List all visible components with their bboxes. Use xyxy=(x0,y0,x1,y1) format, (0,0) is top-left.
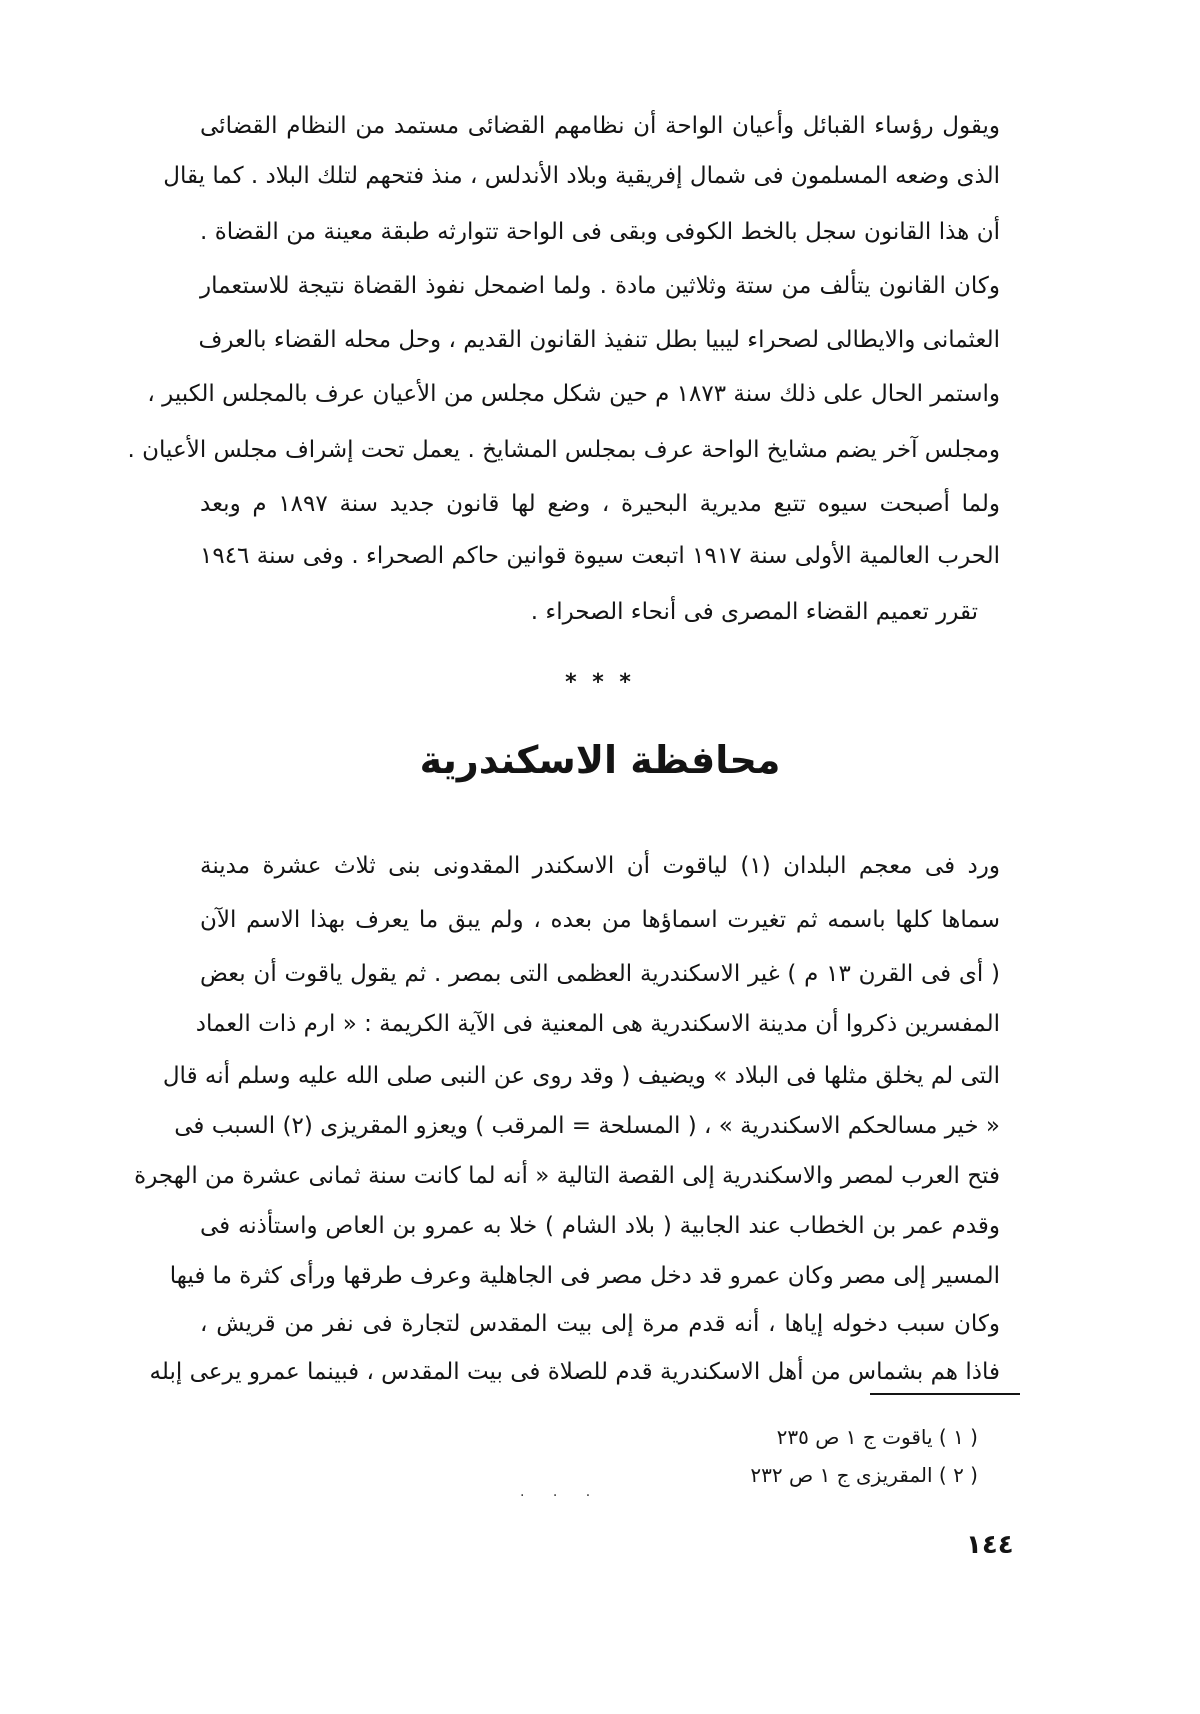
text-line: ومجلس آخر يضم مشايخ الواحة عرف بمجلس المشايخ . يعمل تحت إشراف مجلس الأعيان . xyxy=(127,437,1000,463)
text-line-last: تقرر تعميم القضاء المصرى فى أنحاء الصحراء . xyxy=(530,599,978,625)
text-line: « خير مسالحكم الاسكندرية » ، ( المسلحة = المرقب ) ويعزو المقريزى (٢) السبب فى xyxy=(174,1113,1000,1139)
text-line: المفسرين ذكروا أن مدينة الاسكندرية هى المعنية فى الآية الكريمة : « ارم ذات العماد xyxy=(195,1011,1000,1037)
text-line: ورد فى معجم البلدان (١) لياقوت أن الاسكندر المقدونى بنى ثلاث عشرة مدينة xyxy=(200,853,1001,879)
text-line: سماها كلها باسمه ثم تغيرت اسماؤها من بعده ، ولم يبق ما يعرف بهذا الاسم الآن xyxy=(200,907,1000,933)
text-line: واستمر الحال على ذلك سنة ١٨٧٣ م حين شكل مجلس من الأعيان عرف بالمجلس الكبير ، xyxy=(147,381,1000,407)
footnote-1: ( ١ ) ياقوت ج ١ ص ٢٣٥ xyxy=(776,1425,978,1449)
section-divider: * * * xyxy=(565,670,635,695)
text-line: المسير إلى مصر وكان عمرو قد دخل مصر فى الجاهلية وعرف طرقها ورأى كثرة ما فيها xyxy=(169,1263,1000,1289)
text-line: وقدم عمر بن الخطاب عند الجابية ( بلاد الشام ) خلا به عمرو بن العاص واستأذنه فى xyxy=(200,1213,1000,1239)
text-line: وكان سبب دخوله إياها ، أنه قدم مرة إلى بيت المقدس لتجارة فى نفر من قريش ، xyxy=(200,1311,1000,1337)
text-line: أن هذا القانون سجل بالخط الكوفى وبقى فى الواحة تتوارثه طبقة معينة من القضاة . xyxy=(200,219,1000,245)
text-line: فتح العرب لمصر والاسكندرية إلى القصة التالية « أنه لما كانت سنة ثمانى عشرة من الهجرة xyxy=(134,1163,1000,1189)
text-line: العثمانى والايطالى لصحراء ليبيا بطل تنفيذ القانون القديم ، وحل محله القضاء بالعرف xyxy=(198,327,1000,353)
text-line: الذى وضعه المسلمون فى شمال إفريقية وبلاد الأندلس ، منذ فتحهم لتلك البلاد . كما يقال xyxy=(163,163,1000,189)
footnote-rule xyxy=(870,1393,1020,1395)
footnote-2: ( ٢ ) المقريزى ج ١ ص ٢٣٢ xyxy=(750,1463,978,1487)
text-line: التى لم يخلق مثلها فى البلاد » ويضيف ( وقد روى عن النبى صلى الله عليه وسلم أنه قال xyxy=(162,1063,1000,1089)
print-specks: . . . xyxy=(520,1484,603,1500)
text-line: ( أى فى القرن ١٣ م ) غير الاسكندرية العظمى التى بمصر . ثم يقول ياقوت أن بعض xyxy=(200,961,1000,987)
text-line: وكان القانون يتألف من ستة وثلاثين مادة . ولما اضمحل نفوذ القضاة نتيجة للاستعمار xyxy=(200,273,1000,299)
page-number: ١٤٤ xyxy=(966,1530,1014,1560)
section-heading: محافظة الاسكندرية xyxy=(419,738,781,782)
text-line: فاذا هم بشماس من أهل الاسكندرية قدم للصلاة فى بيت المقدس ، فبينما عمرو يرعى إبله xyxy=(149,1359,1000,1385)
text-line: الحرب العالمية الأولى سنة ١٩١٧ اتبعت سيوة قوانين حاكم الصحراء . وفى سنة ١٩٤٦ xyxy=(200,543,1001,569)
text-line: ولما أصبحت سيوه تتبع مديرية البحيرة ، وضع لها قانون جديد سنة ١٨٩٧ م وبعد xyxy=(200,491,1000,517)
text-line: ويقول رؤساء القبائل وأعيان الواحة أن نظامهم القضائى مستمد من النظام القضائى xyxy=(200,113,1000,139)
